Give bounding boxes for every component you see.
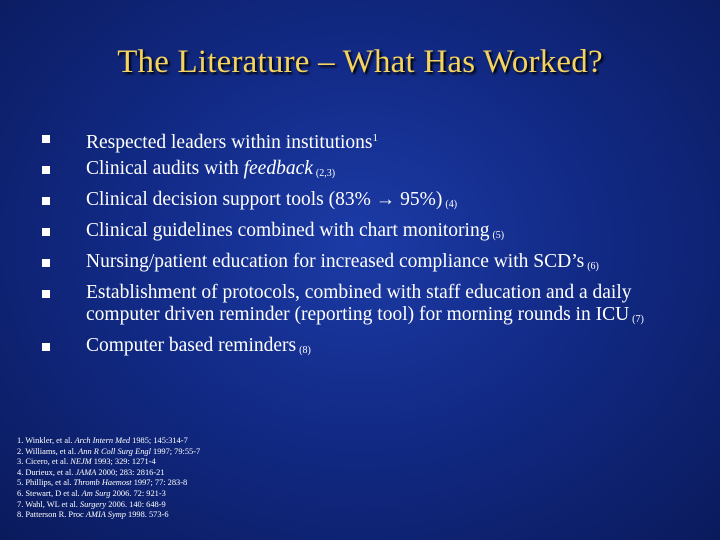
bullet-item	[42, 189, 702, 216]
bullet-citation: 1	[372, 132, 378, 144]
bullet-item	[42, 251, 702, 278]
bullet-emphasis: feedback	[243, 158, 313, 179]
square-bullet-icon	[42, 290, 50, 298]
slide-title: The Literature – What Has Worked?	[117, 44, 603, 80]
reference-item: 1. Winkler, et al. Arch Intern Med 1985; 145:314-7	[17, 436, 188, 445]
square-bullet-icon	[42, 343, 50, 351]
bullet-list	[42, 127, 702, 366]
square-bullet-icon	[42, 259, 50, 267]
bullet-item	[42, 282, 702, 331]
square-bullet-icon	[42, 228, 50, 236]
bullet-text: Establishment of protocols, combined with staff education and a daily computer driven reminder (reporting tool) for morning rounds in ICU	[86, 282, 632, 325]
reference-list	[17, 436, 200, 521]
reference-item: 2. Williams, et al. Ann R Coll Surg Engl 1997; 79:55-7	[17, 446, 201, 456]
square-bullet-icon	[42, 135, 50, 143]
reference-item: 6. Stewart, D et al. Am Surg 2006. 72: 921-3	[17, 488, 166, 498]
bullet-item	[42, 158, 702, 185]
square-bullet-icon	[42, 166, 50, 174]
bullet-text: Respected leaders within institutions	[86, 132, 373, 153]
bullet-text: Clinical guidelines combined with chart monitoring	[86, 220, 490, 241]
reference-item: 5. Phillips, et al. Thromb Haemost 1997; 77: 283-8	[17, 478, 188, 488]
reference-item: 4. Durieux, et al. JAMA 2000; 283: 2816-21	[17, 467, 165, 477]
reference-item: 3. Cicero, et al. NEJM 1993; 329: 1271-4	[17, 457, 156, 467]
bullet-citation: (6)	[587, 261, 599, 272]
bullet-citation: (5)	[492, 230, 505, 241]
square-bullet-icon	[42, 197, 50, 205]
bullet-text: Computer based reminders	[86, 335, 297, 356]
bullet-text: Clinical decision support tools (83% → 95%)	[86, 189, 443, 210]
reference-item: 8. Patterson R. Proc AMIA Symp 1998. 573-6	[17, 510, 169, 520]
bullet-item	[42, 220, 702, 247]
bullet-citation: (2,3)	[315, 168, 336, 179]
bullet-citation: (7)	[632, 314, 644, 325]
bullet-item	[42, 335, 702, 362]
bullet-citation: (4)	[445, 199, 458, 210]
reference-item: 7. Wahl, WL et al. Surgery 2006. 140: 648-9	[17, 499, 166, 509]
bullet-item	[42, 127, 702, 154]
bullet-text: Clinical audits with	[86, 158, 244, 179]
bullet-text: Nursing/patient education for increased compliance with SCD’s	[86, 251, 585, 272]
bullet-citation: (8)	[299, 345, 311, 356]
